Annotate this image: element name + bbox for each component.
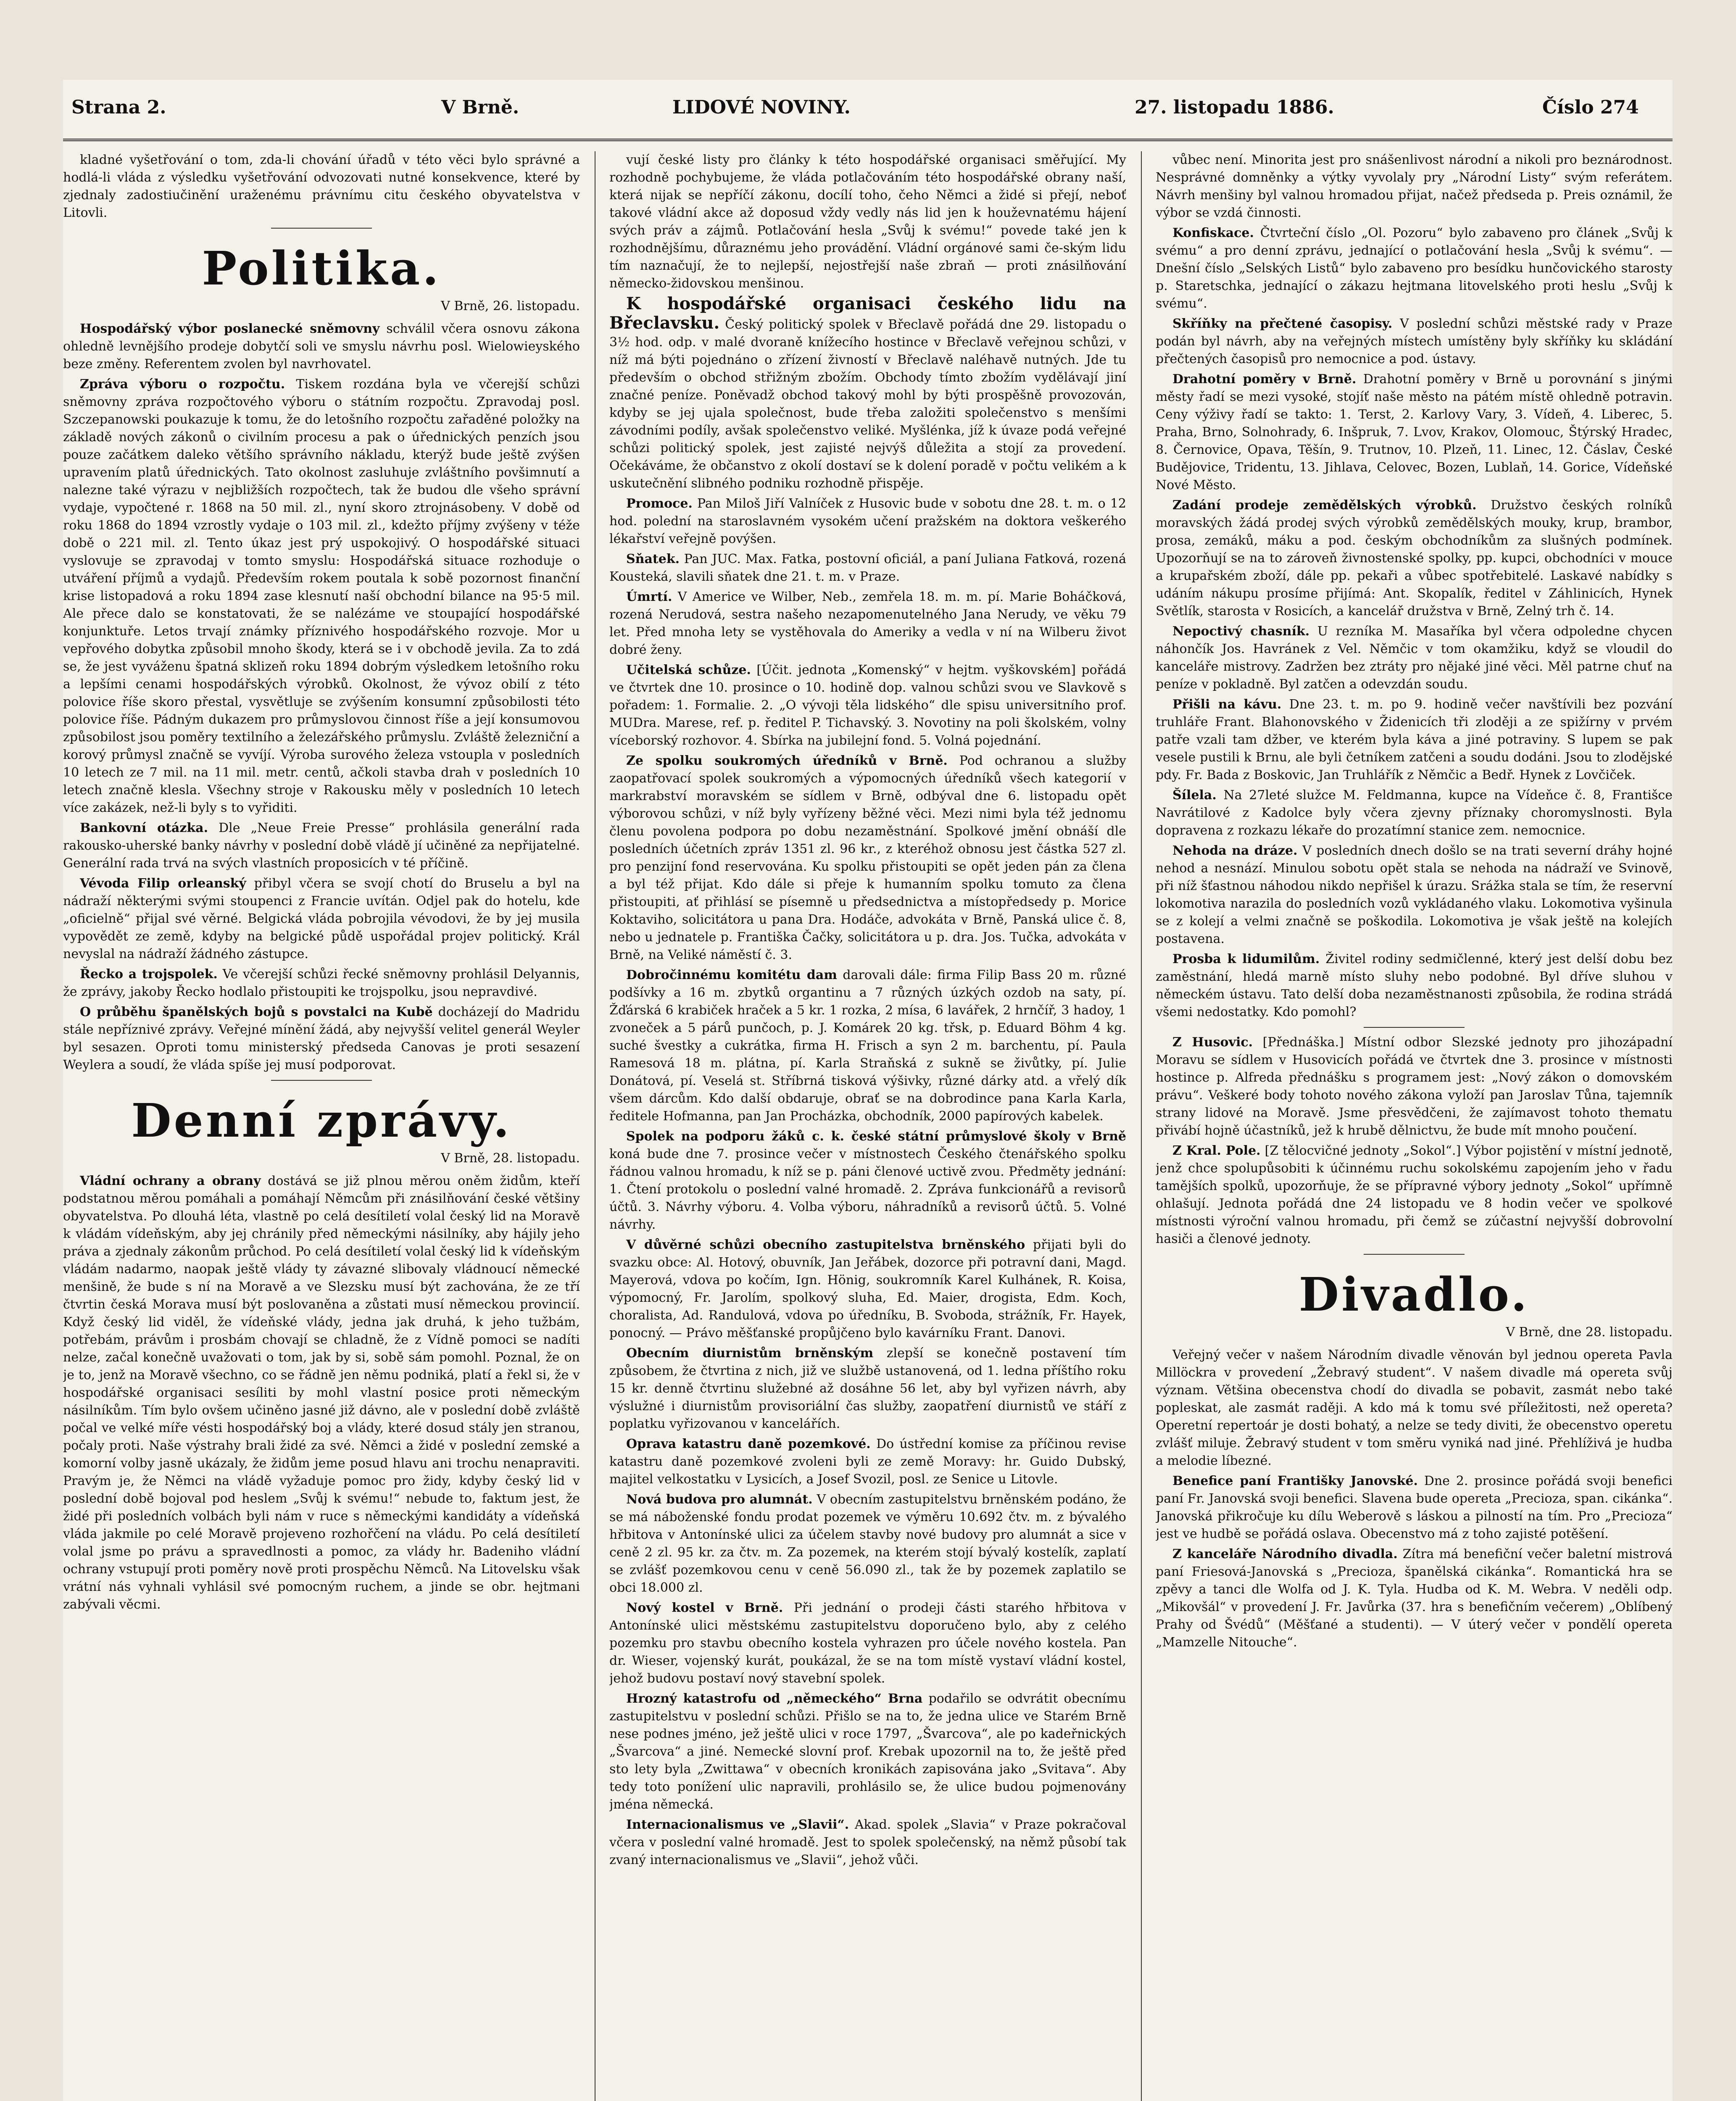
- article-lead: Prosba k lidumilům.: [1172, 952, 1320, 966]
- article-text: V Americe ve Wilber, Neb., zemřela 18. m. m. pí. Marie Boháčková, rozená Nerudová, sestra našeho nezapomenutelného Jana Nerudy, ve věku 79 let. Před mnoha lety se vystěhovala do Ameriky a vedla v ní na Wilberu život dobré ženy.: [609, 590, 1126, 657]
- article-lead: Učitelská schůze.: [626, 663, 751, 677]
- article: [1156, 1472, 1673, 1543]
- article-lead: Nepoctivý chasník.: [1172, 624, 1310, 639]
- article-text: V obecním zastupitelstvu brněnském podáno, že se má náboženské fondu prodat pozemek ve výměru 10.692 čtv. m. z bývalého hřbitova v Antonínské ulici za účelem stavby nové budovy pro alumnát a sice v ceně 2 zl. 95 kr. za čtv. m. Za pozemek, na kterém stojí bývalý kostelík, zaplatí se zvlášť pozemkovou cenu v ceně 56.090 zl., tak že by pozemek zaplatilo se obci 18.000 zl.: [609, 1492, 1126, 1595]
- article-lead: Benefice paní Františky Janovské.: [1172, 1474, 1418, 1488]
- article-text: Drahotní poměry v Brně u porovnání s jinými městy řadí se mezi vysoké, stojíť naše město na pátém místě ohledně potravin. Ceny výživy řadí se takto: 1. Terst, 2. Karlovy Vary, 3. Vídeň, 4. Liberec, 5. Praha, Brno, Solnohrady, 6. Inšpruk, 7. Lvov, Krakov, Olomouc, Štýrský Hradec, 8. Černovice, Opava, Těšín, 9. Trutnov, 10. Plzeň, 11. Linec, 12. Čáslav, České Budějovice, Tridentu, 13. Jihlava, Celovec, Bozen, Lublaň, 14. Gorice, Vídeňské Nové Město.: [1156, 372, 1673, 492]
- article-text: Do ústřední komise za příčinou revise katastru daně pozemkové zvoleni byli ze země Moravy: hr. Guido Dubský, majitel velkostatku v Lysicích, a Josef Svozil, posl. ze Senice u Litovle.: [609, 1437, 1126, 1487]
- article-text: [Účit. jednota „Komenský“ v hejtm. vyškovském] pořádá ve čtvrtek dne 10. prosince o 10. hodině dop. valnou schůzi svou ve Slavkově s pořadem: 1. Formalie. 2. „O vývoji těla lidského“ dle spisu universitního prof. MUDra. Marese, ref. p. ředitel P. Tichavský. 3. Novotiny na poli školském, volny víceborský rozhovor. 4. Sbírka na jubilejní fond. 5. Volná pojednání.: [609, 663, 1126, 748]
- column-divider: [1141, 151, 1142, 2101]
- article: [1156, 842, 1673, 948]
- issue-date: 27. listopadu 1886.: [1135, 97, 1334, 118]
- article: [609, 1236, 1126, 1342]
- paragraph: vují české listy pro články k této hospodářské organisaci směřující. My rozhodně pochybujeme, že vláda potlačováním této hospodářské obrany naší, která nijak se nepříčí zákonu, docílí toho, čeho Němci a židé si přejí, neboť takové vládní akce až doposud vždy vedly nás lid jen k houževnatému hájení svých práv a zájmů. Potlačování hesla „Svůj k svému!“ povede také jen k rozhodnějšímu, důraznému jeho provádění. Vládní orgánové sami če-ským lidu tím naznačují, že to nejlepší, nejostřejší naše zbraň — proti znásilňování německo-židovskou menšinou.: [609, 153, 1126, 291]
- article-text: U rezníka M. Masaříka byl včera odpoledne chycen náhončík Jos. Havránek z Vel. Němčic v tom okamžiku, když se vloudil do kanceláře mistrovy. Zadržen bez ztráty pro nějaké jiné věci. Měl patrne chuť na peníze v pokladně. Byl zatčen a odevzdán soudu.: [1156, 624, 1673, 692]
- article-lead: Nový kostel v Brně.: [626, 1601, 783, 1615]
- article-text: Pan JUC. Max. Fatka, postovní oficiál, a paní Juliana Fatková, rozená Kousteká, slavili sňatek dne 21. t. m. v Praze.: [609, 552, 1126, 584]
- article: [609, 495, 1126, 548]
- article-text: V posledních dnech došlo se na trati severní dráhy hojné nehod a nesnází. Minulou sobotu opět stala se nehoda na nádraží ve Svinově, při níž šťastnou náhodou nikdo nepřišel k úrazu. Srážka stala se tím, že reservní lokomotiva narazila do posledních vozů vykládaného vlaku. Lokomotiva vyšinula se z kolejí a velmi značně se poškodila. Lokomotiva je však ještě na kolejích postavena.: [1156, 843, 1673, 946]
- article-lead: K hospodářské organisaci českého lidu na Břeclavsku.: [609, 294, 1126, 333]
- article-lead: Obecním diurnistům brněnským: [626, 1346, 874, 1361]
- article-text: Zítra má benefiční večer baletní mistrová paní Friesová-Janovská s „Precioza, španělská cikánka“. Romantická hra se zpěvy a tanci dle Wolfa od J. K. Tyla. Hudba od K. M. Webra. V neděli odp. „Mikovšál“ v provedení J. Fr. Javůrka (37. hra s benefičním večerem) „Oblíbený Prahy od Švédů“ (Měšťané a studenti). — V úterý večer v pondělí opereta „Mamzelle Nitouche“.: [1156, 1547, 1673, 1650]
- article-text: Dle „Neue Freie Presse“ prohlásila generální rada rakousko-uherské banky návrhy v poslední době vládě jí učiněné za nepřijatelné. Generální rada trvá na svých vlastních proposicích v té příčině.: [63, 821, 580, 871]
- article-lead: Z Husovic.: [1172, 1035, 1253, 1050]
- article-text: Akad. spolek „Slavia“ v Praze pokračoval včera v poslední valné hromadě. Jest to spolek společenský, na němž působí tak zvaný internacionalismus ve „Slavii“, jehož vůči.: [609, 1817, 1126, 1867]
- article-lead: Oprava katastru daně pozemkové.: [626, 1437, 871, 1451]
- article: [609, 1435, 1126, 1488]
- article-text: Dne 23. t. m. po 9. hodině večer navštívili bez pozvání truhláře Frant. Blahonovského v Židenicích tři zloději a ze spižírny v prvém patře vzali tam džber, ve kterém byla káva a jiné potraviny. S lupem se pak vesele pustili k Brnu, ale byli četníkem zatčeni a soudu dodáni. Jsou to zlodějské pdy. Fr. Bada z Boskovic, Jan Truhlářík z Němčic a Bedř. Hynek z Lovčiček.: [1156, 697, 1673, 782]
- article-text: Při jednání o prodeji části starého hřbitova v Antonínské ulici městskému zastupitelstvu doporučeno bylo, aby z celého pozemku pro stavbu obecního kostela vyhrazen pro účele nového kostela. Pan dr. Wieser, vojenský kurát, poukázal, že se na tom místě vystaví vládní kostel, jehož budovu postaví nový stavební spolek.: [609, 1601, 1126, 1686]
- article: [609, 1599, 1126, 1688]
- article: [1156, 1034, 1673, 1140]
- article-text: zlepší se konečně postavení tím způsobem, že čtvrtina z nich, již ve službě ustanovená, od 1. ledna příštího roku 15 kr. denně čtvrtinu služebné až dosáhne 56 let, aby byl vyřizen návrh, aby výslužné i diurnistům provisoriální čas služby, zaopatření diurnistů ve stáří z poplatku vyřizovanou v kancelářích.: [609, 1346, 1126, 1431]
- article-text: Pod ochranou a služby zaopatřovací spolek soukromých a výpomocných úředníků všech kategorií v markrabství moravském se sídlem v Brně, odbýval dne 6. listopadu opět výborovou schůzi, v níž byly vyřízeny běžné věci. Mezi nimi byla též jednomu členu povolena podpora po dobu nezaměstnání. Spolkové jmění obnáší dle posledních účetních zpráv 1351 zl. 96 kr., z kteréhož obnosu jest částka 527 zl. pro penzijní fond reservována. Ku spolku přistoupiti se opět jeden pán za člena a byl též přijat. Kdo dále si přeje k humanním spolku tomuto za člena přistoupiti, ať přihlásí se písemně u předsednictva a místopředsedy p. Morice Koktaviho, solicitátora u pana Dra. Hodáče, advokáta v Brně, Panská ulice č. 8, nebo u jednatele p. Františka Čačky, solicitátora u p. dra. Jos. Tučka, advokáta v Brně, na Veliké náměstí č. 3.: [609, 753, 1126, 962]
- article-text: [Přednáška.] Místní odbor Slezské jednoty pro jihozápadní Moravu se sídlem v Husovicích pořádá ve čtvrtek dne 3. prosince v místnosti hostince p. Alfreda přednášku s programem jest: „Nový zákon o domovském právu“. Veškeré body tohoto nového zákona vyloží pan Jaroslav Tůna, tajemník strany lidové na Moravě. Jsme přesvědčeni, že zajímavost tohoto thematu přivábí hojně účastníků, jež k hrubě dělnictvu, že bude mít mnoho poučení.: [1156, 1035, 1673, 1138]
- article-lead: Vévoda Filip orleanský: [80, 876, 246, 891]
- dateline: V Brně, 26. listopadu.: [441, 299, 580, 313]
- article-text: přibyl včera se svojí chotí do Bruselu a byl na nádraží některými svými stoupenci z Francie uvítán. Odjel pak do hotelu, kde „oficielně“ přijal své věrné. Belgická vláda pobrojila vévodovi, že by jej musila vypovědět ze země, kdyby na belgické půdě uspořádal projev politický. Král nevyslal na nádraží žádného zástupce.: [63, 876, 580, 961]
- divider: [271, 228, 372, 229]
- article-lead: Řecko a trojspolek.: [80, 967, 218, 982]
- article: [1156, 623, 1673, 693]
- article: [609, 1128, 1126, 1234]
- article-lead: Ze spolku soukromých úředníků v Brně.: [626, 753, 948, 768]
- article-text: [Z tělocvičné jednoty „Sokol“.] Výbor pojistění v místní jednotě, jenž chce spolupůsobiti k účinnému ruchu sokolskému zapojením jeho v řadu tamějších spolků, upozorňuje, že se přípravné výbory jednoty „Sokol“ upřímně ohlašují. Jednota pořádá dne 24 listopadu ve 8 hodin večer ve spolkové místnosti výroční valnou hromadu, při čemž se zúčastní nejvyšší dobrovolní hasiči a členové jednoty.: [1156, 1143, 1673, 1246]
- article: [63, 1003, 580, 1074]
- divider: [1364, 1254, 1465, 1255]
- article: [609, 550, 1126, 586]
- divider: [271, 1080, 372, 1081]
- article: [609, 1491, 1126, 1597]
- article-text: V poslední schůzi městské rady v Praze podán byl návrh, aby na veřejných místech umístěny byly skříňky ku skládání přečtených časopisů pro nemocnice a pod. ústavy.: [1156, 316, 1673, 366]
- article-lead: Skříňky na přečtené časopisy.: [1172, 316, 1393, 331]
- article-lead: Přišli na kávu.: [1172, 697, 1282, 712]
- article: [1156, 371, 1673, 494]
- article: [1156, 696, 1673, 784]
- article-lead: Promoce.: [626, 496, 693, 511]
- article-lead: Hospodářský výbor poslanecké sněmovny: [80, 321, 380, 336]
- article-text: schválil včera osnovu zákona ohledně levnějšího prodeje dobytčí soli ve smyslu návrhu posl. Wielowieyského beze změny. Referentem zvolen byl navrhovatel.: [63, 321, 580, 371]
- city: V Brně.: [441, 97, 519, 118]
- article-lead: Konfiskace.: [1172, 226, 1254, 240]
- article-text: koná bude dne 7. prosince večer v místnostech Českého čtenářského spolku řádnou valnou hromadu, k níž se p. páni členové uctivě zvou. Předměty jednání: 1. Čtení protokolu o poslední valné hromadě. 2. Zpráva funkcionářů a revisorů účtů. 3. Návrhy výboru. 4. Volba výboru, náhradníků a revisorů účtů. 5. Volné návrhy.: [609, 1147, 1126, 1232]
- article-text: podařilo se odvrátit obecnímu zastupitelstvu v poslední schůzi. Přišlo se na to, že jedna ulice ve Starém Brně nese podnes jméno, jež ještě ulici v roce 1797, „Švarcova“, ale po kadeřnických „Švarcova“ a jiné. Nemecké slovní prof. Krebak upozornil na to, že ještě před sto lety byla „Zwittawa“ v obecních kronikách zapisována jako „Svitava“. Aby tedy toto ponížení ulic napravili, prohlásilo se, že ulice budou pojmenovány jména německá.: [609, 1691, 1126, 1812]
- article-lead: V důvěrné schůzi obecního zastupitelstva brněnského: [626, 1237, 1025, 1252]
- article-lead: Hrozný katastrofu od „německého“ Brna: [626, 1691, 923, 1706]
- article-lead: O průběhu španělských bojů s povstalci na Kubě: [80, 1005, 433, 1019]
- article: [1156, 315, 1673, 368]
- article: [63, 819, 580, 872]
- article-text: Družstvo českých rolníků moravských žádá prodej svých výrobků zemědělských mouky, krup, brambor, prosa, zemáků, máku a pod. českým obchodníkům za slušných podmínek. Upozorňují se na to zároveň živnostenské spolky, pp. kupci, obchodníci v mouce a krupařském zboží, dále pp. pekaři a vůbec spotřebitelé. Laskavé nabídky s udáním nákupu prosíme přijímá: Ant. Skopalík, ředitel v Záhlinicích, Hynek Světlík, starosta v Rosicích, a kancelář družstva v Brně, Zelný trh č. 14.: [1156, 498, 1673, 619]
- section-title-divadlo: Divadlo.: [1299, 1267, 1530, 1322]
- page-header: [63, 80, 1673, 141]
- article: [609, 752, 1126, 964]
- article: [609, 1690, 1126, 1814]
- article-text: Čtvrteční číslo „Ol. Pozoru“ bylo zabaveno pro článek „Svůj k svému“ a pro denní zprávu, jednající o potlačování hesla „Svůj k svému“. — Dnešní číslo „Selských Listů“ bylo zabaveno pro besídku hunčovického starosty p. Staretschka, jednající o zákazu hejtmana litovelského proti heslu „Svůj k svému“.: [1156, 226, 1673, 311]
- article-text: Ve včerejší schůzi řecké sněmovny prohlásil Delyannis, že zprávy, jakoby Řecko hodlalo přistoupiti ke trojspolku, jsou nepravdivé.: [63, 967, 580, 999]
- article-text: Tiskem rozdána byla ve včerejší schůzi sněmovny zpráva rozpočtového výboru o státním rozpočtu. Zpravodaj posl. Szczepanowski poukazuje k tomu, že do letošního rozpočtu zařaděné položky na základě nových zákonů o civilním procesu a pak o úřednických penzích jsou pouze začátkem daleko většího správního nákladu, kterýž bude ještě zvýšen upravením platů úřednických. Tato okolnost zasluhuje zvláštního povšimnutí a nalezne také výrazu v nejbližších rozpočtech, tak že budou dle všeho správní vydaje, vypočtené r. 1868 na 50 mil. zl., nyní skoro ztrojnásobeny. V době od roku 1868 do 1894 vzrostly vydaje o 103 mil. zl., kdežto příjmy zvýšeny v téže době o 221 mil. zl. Tento úkaz jest prý uspokojivý. O hospodářské situaci vyslovuje se zpravodaj v tomto smyslu: Hospodářská situace rozhoduje o utváření příjmů a vydajů. Především rokem poutala k sobě pozornost finanční krise listopadová a roku 1894 zase klesnutí naší obchodní bilance na 95·5 mil. Ale přece dalo se konstatovati, že se nalézáme ve stoupající hospodářské konjunktuře. Letos trvají známky příznivého hospodářského rozvoje. Mor u vepřového dobytka způsobil mnoho škody, která se i v obchodě jevila. Za to zdá se, že jest vyváženu špatná sklizeň roku 1894 dobrým výsledkem letošního roku a lepšími cenami hospodářských výrobků. Okolnost, že vývoz obilí z této polovice říše skoro přestal, vysvětluje se zvýšením konsumní způsobilosti této polovice říše. Pádným dukazem pro průmyslovou činnost říše a její konsumovou způsobilost jsou poměry textilního a železářského průmyslu. Zvláště železniční a korový průmysl značně se vyvíjí. Výroba surového železa vstoupla v posledních 10 letech ze 7 mil. na 11 mil. metr. centů, ačkoli stavba drah v posledních 10 letech značně klesla. Všechny stroje v Rakousku měly v posledních 10 letech více zakázek, než-li byly s to vyřiditi.: [63, 377, 580, 815]
- article: [63, 376, 580, 817]
- article-lead: Sňatek.: [626, 552, 680, 566]
- article: [1156, 497, 1673, 620]
- article-lead: Internacionalismus ve „Slavii“.: [626, 1817, 849, 1832]
- dateline: V Brně, 28. listopadu.: [441, 1151, 580, 1166]
- article-lead: Nová budova pro alumnát.: [626, 1492, 813, 1507]
- paragraph: vůbec není. Minorita jest pro snášenlivost národní a nikoli pro beznárodnost. Nesprávné domněnky a výtky vyvolaly pry „Národní Listy“ svým referátem. Návrh menšiny byl valnou hromadou přijat, načež předseda p. Preis oznámil, že výbor se vzdá činnosti.: [1156, 153, 1673, 220]
- article: [63, 875, 580, 963]
- article: [609, 1345, 1126, 1433]
- section-title-politika: Politika.: [202, 241, 441, 295]
- article: [609, 1816, 1126, 1869]
- article-lead: Šílela.: [1172, 788, 1217, 803]
- paragraph: kladné vyšetřování o tom, zda-li chování úřadů v této věci bylo správné a hodlá-li vláda z výsledku vyšetřování odvozovati nutné konsekvence, které by zjednaly zadostiučinění uraženému právnímu citu českého obyvatelstva v Litovli.: [63, 153, 580, 220]
- column-2: [609, 151, 1126, 2101]
- article-text: Na 27leté služce M. Feldmanna, kupce na Vídeňce č. 8, Františce Navrátilové z Kadolce byly včera zjevny příznaky choromyslnosti. Byla dopravena z rozkazu lékaře do prozatímní stanice zem. nemocnice.: [1156, 788, 1673, 838]
- article: [1156, 1545, 1673, 1651]
- article-text: přijati byli do svazku obce: Al. Hotový, obuvník, Jan Jeřábek, dozorce při potravní dani, Magd. Mayerová, vdova po kočím, Ign. Hönig, soukromník Karel Kulhánek, R. Koisa, výpomocný, Fr. Jarolím, spolkový sluha, Ed. Maier, drogista, Edm. Koch, choralista, Ad. Randulová, vdova po úředníku, B. Svoboda, strážník, Fr. Hayek, ponocný. — Právo měšťanské propůjčeno bylo kavárníku Frant. Danovi.: [609, 1237, 1126, 1340]
- issue-number: Číslo 274: [1542, 97, 1639, 118]
- article: [63, 320, 580, 373]
- article: [63, 1172, 580, 1614]
- article-lead: Nehoda na dráze.: [1172, 843, 1298, 858]
- article: [1156, 787, 1673, 840]
- column-1: [63, 151, 580, 2101]
- page-number: Strana 2.: [71, 97, 166, 118]
- article: [609, 966, 1126, 1125]
- article-text: Dne 2. prosince pořádá svoji benefici paní Fr. Janovská svoji benefici. Slavena bude opereta „Precioza, span. cikánka“. Janovská přikročuje ku dílu Weberově s láskou a pilností na tím. Pro „Precioza“ jest ve hudbě se pořádá oslava. Obecenstvo má z toho zajisté potěšení.: [1156, 1474, 1673, 1541]
- article-lead: Z Kral. Pole.: [1172, 1143, 1261, 1158]
- section-title-denni-zpravy: Denní zprávy.: [131, 1093, 512, 1148]
- dateline: V Brně, dne 28. listopadu.: [1506, 1325, 1673, 1340]
- columns: [63, 151, 1673, 2101]
- article-text: Veřejný večer v našem Národním divadle věnován byl jednou opereta Pavla Millöckra v provedení „Žebravý student“. V našem divadle má opereta svůj význam. Většina obecenstva chodí do divadla se pobavit, zasmát nebo také popleskat, ale zasmát raději. A kdo má k tomu své příležitosti, než opereta? Operetní repertoár je dosti bohatý, a nelze se tedy diviti, že obecenstvo operetu zvlášť miluje. Žebravý student v tom směru vyniká nad jiné. Přehlíživá je hudba a melodie líbezné.: [1156, 1348, 1673, 1468]
- article-text: Živitel rodiny sedmičlenné, který jest delší dobu bez zaměstnání, hledá marně místo sluhy nebo podobné. Byl dříve sluhou v německém ústavu. Tato delší doba nezaměstnanosti způsobila, že rodina strádá všemi nedostatky. Kdo pomohl?: [1156, 952, 1673, 1019]
- article-text: Český politický spolek v Břeclavě pořádá dne 29. listopadu o 3½ hod. odp. v malé dvoraně knížecího hostince v Břeclavě veřejnou schůzi, v níž má býti pojednáno o zřízení živností v Břeclavě naléhavě nutných. Jde tu především o obchod střižným zbožím. Obchody tímto zbožím vydělávají jiní značné peníze. Poněvadž obchod takový mohl by býti prospěšně provozován, kdyby se jej ujala společnost, bude třeba založiti společenstvo s menšími závodními podíly, avšak společenstvo veliké. Myšlénka, jíž k úvaze podá veřejné schůzi politický spolek, jest zajisté nejvýš důležita a stojí za provedení. Očekáváme, že občanstvo z okolí dostaví se k dolení poradě v počtu velikém a k uskutečnění slibného podniku rozhodně přispěje.: [609, 317, 1126, 491]
- article-text: dostává se již plnou měrou oněm židům, kteří podstatnou měrou pomáhali a pomáhají Němcům při znásilňování české většiny obyvatelstva. Po dlouhá léta, vlastně po celá desítiletí volal český lid na Moravě k vládám vídeňským, aby jej chránily před německými násilníky, aby hájily jeho práva a zjednaly zákonům průchod. Po celá desítiletí volal český lid k vídeňským vládám nadarmo, naopak ještě vlády ty závazné slibovaly vládnoucí německé menšině, že bude s ní na Moravě a ve Slezsku musí být zachována, že ze tří čtvrtin česká Morava musí být poslovaněna a zůstati musí německou provincií. Když český lid viděl, že vídeňské vlády, jedna jak druhá, k jeho tužbám, potřebám, právům i prosbám chovají se chladně, že z Vídně pomoci se nadíti nelze, začal konečně uvažovati o tom, jak by si, sobě sám pomohl. Poznal, že on je to, jenž na Moravě všechno, co se řádně jen němu podniká, platí a řekl si, že v hospodářské organisaci sesíliti by mohl vlastní posice proti německým násilníkům. Tím bylo ovšem učiněno jasné již dávno, ale v poslední době zvláště počal ve velké míře vésti hospodářský boj a vlády, které dosud stály jen stranou, počaly proti. Naše výstrahy brali židé za své. Němci a židé v poslední zemské a komorní volby jasně ukázaly, že židům jeme posud hlavu ani trochu nenapraviti. Pravým je, že Němci na vládě vyžaduje pomoc pro židy, kdyby český lid v poslední době bojoval pod heslem „Svůj k svému!“ nebude to, faktum jest, že židé při posledních volbách byli nám v ruce s německými kandidáty a vídeňská vláda jakmile po celé Moravě projeveno rozhořčení na vládu. Po celá desítiletí volal jsme po právu a spravedlnosti a pomoc, za vlády hr. Badeniho vládní ochrany vstupují proti poměry nově proti prospěchu Němců. Na Litovelsku však vrátní nás vyhnali vyhlásil své pomocným ruchem, a jinde se obr. hejtmani zabývali věcmi.: [63, 1174, 580, 1612]
- column-3: [1156, 151, 1673, 2101]
- article-text: darovali dále: firma Filip Bass 20 m. různé podšívky a 16 m. zbytků organtinu a 7 různých úzkých ozdob na saty, pí. Žďárská 6 krabiček hraček a 5 kr. 1 rozka, 2 mísa, 6 lavářek, 2 hrnčíř, 3 hadoy, 1 zvoneček a 5 párů punčoch, p. J. Komárek 20 kg. třsk, p. Eduard Böhm 4 kg. suché švestky a cukrátka, firma H. Frisch a syn 2 m. barchentu, pí. Paula Ramesová 18 m. plátna, pí. Karla Straňská z sukně se živůtky, pí. Julie Donátová, pí. Veselá st. Stříbrná tisková výšivky, různé dárky atd. a vřelý dík všem dárcům. Kdo další obdaruje, obrať se na dobrodince pana Karla Karla, ředitele Hofmanna, pan Jan Procházka, obchodník, 2000 papírových kabelek.: [609, 968, 1126, 1124]
- article: [609, 588, 1126, 659]
- newspaper-title: LIDOVÉ NOVINY.: [672, 97, 851, 118]
- article-text: docházejí do Madridu stále nepříznivé zprávy. Veřejné mínění žádá, aby nejvyšší velitel generál Weyler byl sesazen. Oproti tomu ministerský předseda Canovas je proti sesazení Weylera a soudí, že vláda spíše jej musí podporovat.: [63, 1005, 580, 1072]
- newspaper-page: [63, 80, 1673, 2101]
- article-lead: Spolek na podporu žáků c. k. české státní průmyslové školy v Brně: [626, 1129, 1126, 1144]
- article-lead: Úmrtí.: [626, 590, 672, 604]
- article: [1156, 1142, 1673, 1248]
- article-lead: Drahotní poměry v Brně.: [1172, 372, 1357, 387]
- article: [1156, 224, 1673, 313]
- article-lead: Dobročinnému komitétu dam: [626, 968, 838, 982]
- article: [1156, 950, 1673, 1021]
- article: [609, 295, 1126, 492]
- article-text: Pan Miloš Jiří Valníček z Husovic bude v sobotu dne 28. t. m. o 12 hod. polední na staroslavném vysokém učení pražském na doktora veškerého lékařství veřejně povýšen.: [609, 496, 1126, 546]
- divider: [1364, 1027, 1465, 1028]
- article-lead: Zadání prodeje zemědělských výrobků.: [1172, 498, 1477, 513]
- article: [609, 661, 1126, 750]
- article-lead: Z kanceláře Národního divadla.: [1172, 1547, 1398, 1561]
- article: [63, 966, 580, 1001]
- article-lead: Zpráva výboru o rozpočtu.: [80, 377, 285, 392]
- article-lead: Bankovní otázka.: [80, 821, 208, 835]
- article-lead: Vládní ochrany a obrany: [80, 1174, 261, 1188]
